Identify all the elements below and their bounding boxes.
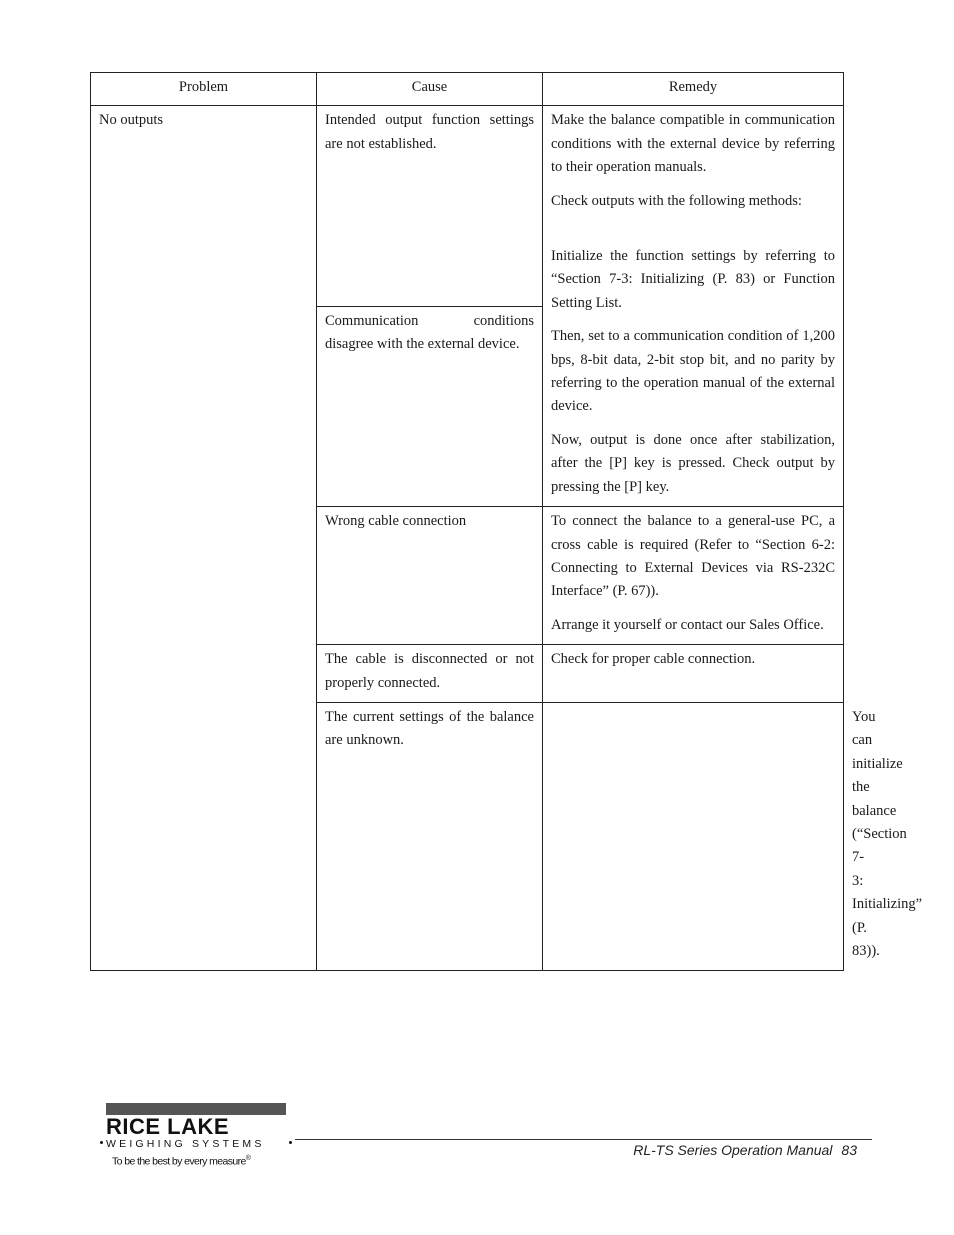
rice-lake-logo [100, 1103, 296, 1167]
remedy-text: Then, set to a communication condition of 1,200 bps, 8-bit data, 2-bit stop bit, and no parity by referring to the operation manual of the external device. [551, 328, 835, 415]
cause-cell [317, 507, 543, 645]
cause-text: Wrong cable connection [325, 513, 467, 530]
blank-space [551, 213, 835, 245]
cause-cell [317, 106, 543, 306]
remedy-cell [543, 507, 844, 645]
remedy-text: Now, output is done once after stabilization, after the [P] key is pressed. Check output by pressing the [P] key. [551, 431, 835, 495]
logo-dot-left [100, 1141, 103, 1144]
problem-text: The current settings of the balance are unknown. [325, 708, 534, 749]
cause-cell [317, 306, 543, 506]
problem-text: No outputs [99, 112, 164, 129]
logo-dot-right [289, 1141, 292, 1144]
footer-rule [295, 1139, 872, 1140]
header-problem: Problem [91, 73, 317, 106]
remedy-text: Make the balance compatible in communication conditions with the external device by referring to their operation manuals. [551, 112, 835, 176]
manual-title: RL-TS Series Operation Manual [633, 1142, 833, 1158]
remedy-text: Check for proper cable connection. [551, 651, 756, 668]
problem-cell [91, 106, 317, 971]
table-header-row [91, 73, 844, 106]
remedy-text: Initialize the function settings by referring to “Section 7-3: Initializing (P. 83) or Function Setting List. [551, 248, 835, 311]
header-remedy: Remedy [543, 73, 844, 106]
cause-cell [317, 645, 543, 703]
cause-cell [543, 702, 844, 970]
cause-text: The cable is disconnected or not properly connected. [325, 651, 534, 691]
tagline-text: To be the best by every measure [112, 1155, 246, 1168]
logo-tagline [112, 1153, 250, 1168]
footer-page-label [633, 1142, 857, 1158]
header-cause: Cause [317, 73, 543, 106]
remedy-text: To connect the balance to a general-use PC, a cross cable is required (Refer to “Section 6-2: Connecting to External Devices via RS-232C Interface” (P. 67)). [551, 513, 835, 600]
remedy-text: Check outputs with the following methods: [551, 192, 802, 209]
cause-text: Intended output function settings are not established. [325, 112, 534, 152]
registered-mark: ® [245, 1155, 251, 1162]
page-number: 83 [841, 1142, 857, 1158]
remedy-text: Arrange it yourself or contact our Sales Office. [551, 616, 824, 633]
remedy-cell [543, 645, 844, 703]
remedy-cell [543, 106, 844, 507]
logo-sub-text: WEIGHING SYSTEMS [106, 1138, 265, 1150]
problem-cell [317, 702, 543, 970]
table-row [91, 106, 844, 306]
cause-text: Communication conditions disagree with the external device. [325, 312, 534, 353]
troubleshooting-table [90, 72, 923, 971]
table-row: The current settings of the balance are unknown. You can initialize the balance (“Section 7-3: Initializing” (P. 83)). [91, 702, 844, 970]
logo-main-text: RICE LAKE [106, 1114, 230, 1139]
